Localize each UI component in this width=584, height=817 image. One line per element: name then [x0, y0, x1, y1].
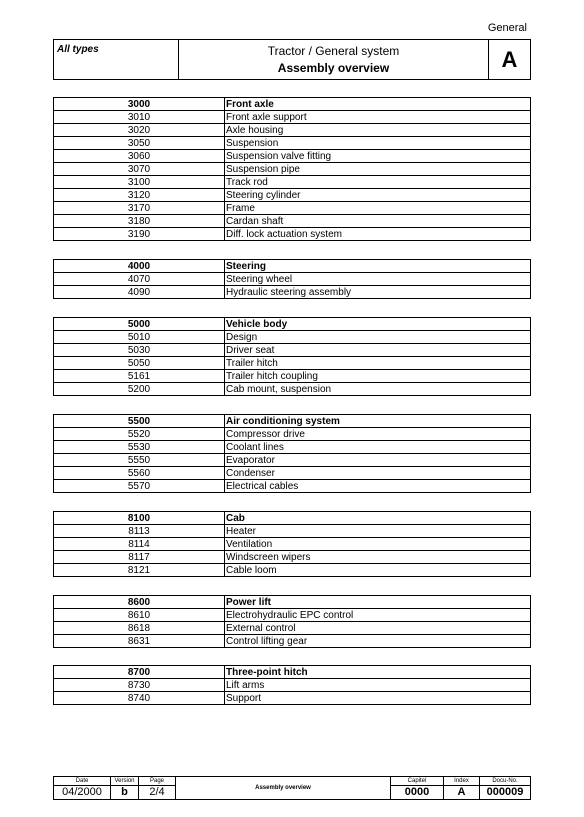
item-code: 8631: [54, 635, 225, 648]
table-row: [54, 622, 531, 635]
item-name: Steering wheel: [225, 273, 531, 286]
item-name: External control: [225, 622, 531, 635]
item-name: Electrical cables: [225, 480, 531, 493]
footer-title: Assembly overview: [176, 777, 391, 800]
group-header-row: [54, 98, 531, 111]
table-row: [54, 111, 531, 124]
item-code: 5010: [54, 331, 225, 344]
page-value: 2/4: [139, 786, 176, 800]
group-table: [53, 665, 531, 705]
table-row: [54, 692, 531, 705]
item-code: 8740: [54, 692, 225, 705]
item-code: 3120: [54, 189, 225, 202]
item-name: Cable loom: [225, 564, 531, 577]
group-code: 3000: [54, 98, 225, 111]
item-code: 8121: [54, 564, 225, 577]
index-label: Index: [444, 777, 480, 786]
item-name: Trailer hitch coupling: [225, 370, 531, 383]
item-name: Suspension valve fitting: [225, 150, 531, 163]
index-value: A: [444, 786, 480, 800]
group-table: [53, 511, 531, 577]
table-row: [54, 538, 531, 551]
item-name: Diff. lock actuation system: [225, 228, 531, 241]
item-code: 3100: [54, 176, 225, 189]
item-name: Compressor drive: [225, 428, 531, 441]
group-name: Cab: [225, 512, 531, 525]
item-name: Axle housing: [225, 124, 531, 137]
item-name: Coolant lines: [225, 441, 531, 454]
item-code: 8117: [54, 551, 225, 564]
group-code: 8100: [54, 512, 225, 525]
group-table: [53, 317, 531, 396]
table-row: [54, 551, 531, 564]
item-code: 5030: [54, 344, 225, 357]
docu-no-value: 000009: [480, 786, 531, 800]
item-name: Suspension pipe: [225, 163, 531, 176]
item-name: Windscreen wipers: [225, 551, 531, 564]
item-name: Design: [225, 331, 531, 344]
item-code: 8618: [54, 622, 225, 635]
item-code: 8113: [54, 525, 225, 538]
title-line-2: Assembly overview: [277, 61, 390, 75]
document-header: [53, 39, 531, 80]
group-code: 4000: [54, 260, 225, 273]
table-row: [54, 189, 531, 202]
table-row: [54, 202, 531, 215]
date-value: 04/2000: [54, 786, 111, 800]
item-name: Evaporator: [225, 454, 531, 467]
table-row: [54, 480, 531, 493]
item-name: Heater: [225, 525, 531, 538]
title-line-1: Tractor / General system: [267, 44, 400, 58]
chapter-letter: A: [488, 40, 530, 79]
item-name: Control lifting gear: [225, 635, 531, 648]
table-row: [54, 357, 531, 370]
group-code: 5500: [54, 415, 225, 428]
group-name: Power lift: [225, 596, 531, 609]
item-name: Front axle support: [225, 111, 531, 124]
item-code: 8114: [54, 538, 225, 551]
table-row: [54, 525, 531, 538]
group-table: [53, 595, 531, 648]
header-title: [179, 40, 488, 79]
item-code: 5570: [54, 480, 225, 493]
item-code: 3170: [54, 202, 225, 215]
table-row: [54, 215, 531, 228]
item-code: 8730: [54, 679, 225, 692]
group-name: Front axle: [225, 98, 531, 111]
table-row: [54, 370, 531, 383]
item-name: Lift arms: [225, 679, 531, 692]
version-label: Version: [111, 777, 139, 786]
item-name: Driver seat: [225, 344, 531, 357]
item-name: Condenser: [225, 467, 531, 480]
item-code: 5530: [54, 441, 225, 454]
table-row: [54, 286, 531, 299]
item-name: Track rod: [225, 176, 531, 189]
item-code: 5161: [54, 370, 225, 383]
group-header-row: [54, 318, 531, 331]
group-header-row: [54, 596, 531, 609]
item-name: Cardan shaft: [225, 215, 531, 228]
capitel-value: 0000: [391, 786, 444, 800]
group-name: Steering: [225, 260, 531, 273]
table-row: [54, 454, 531, 467]
item-name: Trailer hitch: [225, 357, 531, 370]
item-code: 3070: [54, 163, 225, 176]
group-table: [53, 414, 531, 493]
item-name: Suspension: [225, 137, 531, 150]
page-label: Page: [139, 777, 176, 786]
item-name: Cab mount, suspension: [225, 383, 531, 396]
item-code: 5520: [54, 428, 225, 441]
table-row: [54, 679, 531, 692]
capitel-label: Capitel: [391, 777, 444, 786]
group-header-row: [54, 666, 531, 679]
table-row: [54, 383, 531, 396]
table-row: [54, 150, 531, 163]
item-name: Frame: [225, 202, 531, 215]
group-header-row: [54, 415, 531, 428]
group-table: [53, 97, 531, 241]
item-name: Support: [225, 692, 531, 705]
table-row: [54, 228, 531, 241]
table-row: [54, 609, 531, 622]
item-code: 5550: [54, 454, 225, 467]
group-code: 8600: [54, 596, 225, 609]
group-code: 8700: [54, 666, 225, 679]
item-code: 5200: [54, 383, 225, 396]
item-code: 4070: [54, 273, 225, 286]
table-row: [54, 124, 531, 137]
item-code: 3180: [54, 215, 225, 228]
item-code: 5560: [54, 467, 225, 480]
table-row: [54, 635, 531, 648]
item-name: Ventilation: [225, 538, 531, 551]
table-row: [54, 428, 531, 441]
item-code: 3010: [54, 111, 225, 124]
group-name: Three-point hitch: [225, 666, 531, 679]
table-row: [54, 441, 531, 454]
table-row: [54, 176, 531, 189]
group-code: 5000: [54, 318, 225, 331]
item-code: 3020: [54, 124, 225, 137]
item-code: 3190: [54, 228, 225, 241]
scope-label: All types: [54, 40, 179, 79]
docu-no-label: Docu-No.: [480, 777, 531, 786]
table-row: [54, 467, 531, 480]
item-code: 3060: [54, 150, 225, 163]
group-table: [53, 259, 531, 299]
item-code: 4090: [54, 286, 225, 299]
item-name: Steering cylinder: [225, 189, 531, 202]
version-value: b: [111, 786, 139, 800]
group-name: Vehicle body: [225, 318, 531, 331]
item-code: 8610: [54, 609, 225, 622]
group-header-row: [54, 260, 531, 273]
document-footer: [53, 776, 531, 800]
table-row: [54, 137, 531, 150]
group-name: Air conditioning system: [225, 415, 531, 428]
table-row: [54, 331, 531, 344]
section-label: General: [487, 22, 527, 34]
item-code: 5050: [54, 357, 225, 370]
table-row: [54, 344, 531, 357]
table-row: [54, 273, 531, 286]
table-row: [54, 564, 531, 577]
item-code: 3050: [54, 137, 225, 150]
item-name: Electrohydraulic EPC control: [225, 609, 531, 622]
date-label: Date: [54, 777, 111, 786]
table-row: [54, 163, 531, 176]
item-name: Hydraulic steering assembly: [225, 286, 531, 299]
group-header-row: [54, 512, 531, 525]
